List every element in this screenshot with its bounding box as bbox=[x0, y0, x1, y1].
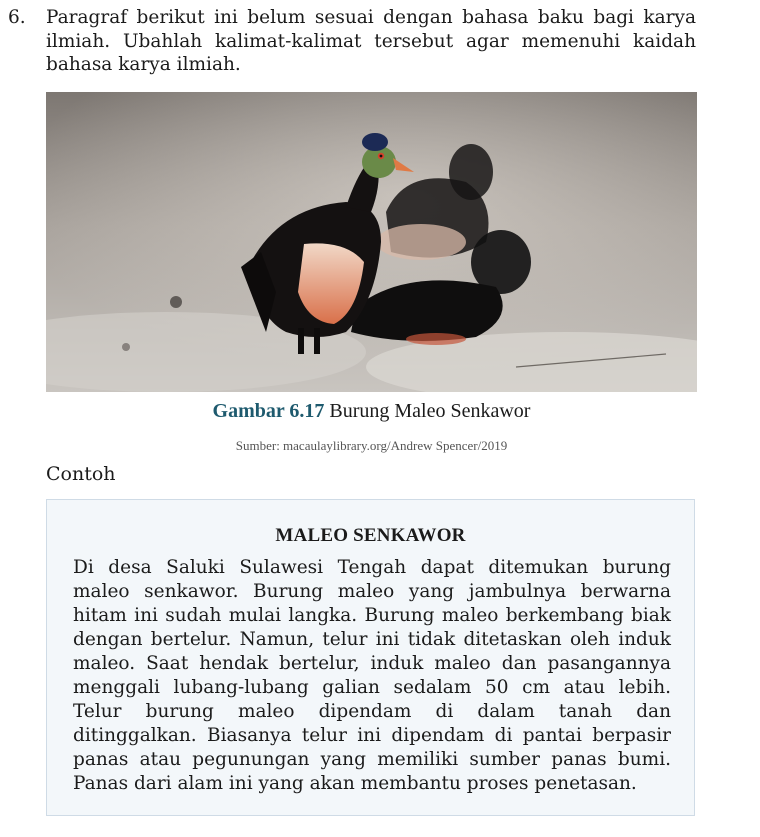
example-box bbox=[46, 499, 695, 816]
example-label: Contoh bbox=[46, 463, 116, 485]
figure-caption-text: Burung Maleo Senkawor bbox=[329, 400, 531, 422]
figure-source: Sumber: macaulaylibrary.org/Andrew Spencer/2019 bbox=[235, 438, 508, 453]
maleo-photo bbox=[46, 92, 697, 392]
figure-label: Gambar 6.17 bbox=[212, 400, 325, 422]
example-title: MALEO SENKAWOR bbox=[275, 525, 466, 546]
figure-caption bbox=[46, 400, 697, 423]
question-number: 6. bbox=[8, 7, 26, 28]
example-paragraph: Di desa Saluki Sulawesi Tengah dapat ditemukan burung maleo senkawor. Burung maleo yang jambulnya berwarna hitam ini sudah mulai langka. Burung maleo berkembang biak dengan bertelur. Namun, telur ini tidak ditetaskan oleh induk maleo. Saat hendak bertelur, induk maleo dan pasangannya menggali lubang-lubang galian sedalam 50 cm atau lebih. Telur burung maleo dipendam di dalam tanah dan ditinggalkan. Biasanya telur ini dipendam di pantai berpasir panas atau pegunungan yang memiliki sumber panas bumi. Panas dari alam ini yang akan membantu proses penetasan. bbox=[73, 557, 671, 794]
question-text: Paragraf berikut ini belum sesuai dengan bahasa baku bagi karya ilmiah. Ubahlah kalimat-kalimat tersebut agar memenuhi kaidah bahasa karya ilmiah. bbox=[46, 7, 696, 75]
